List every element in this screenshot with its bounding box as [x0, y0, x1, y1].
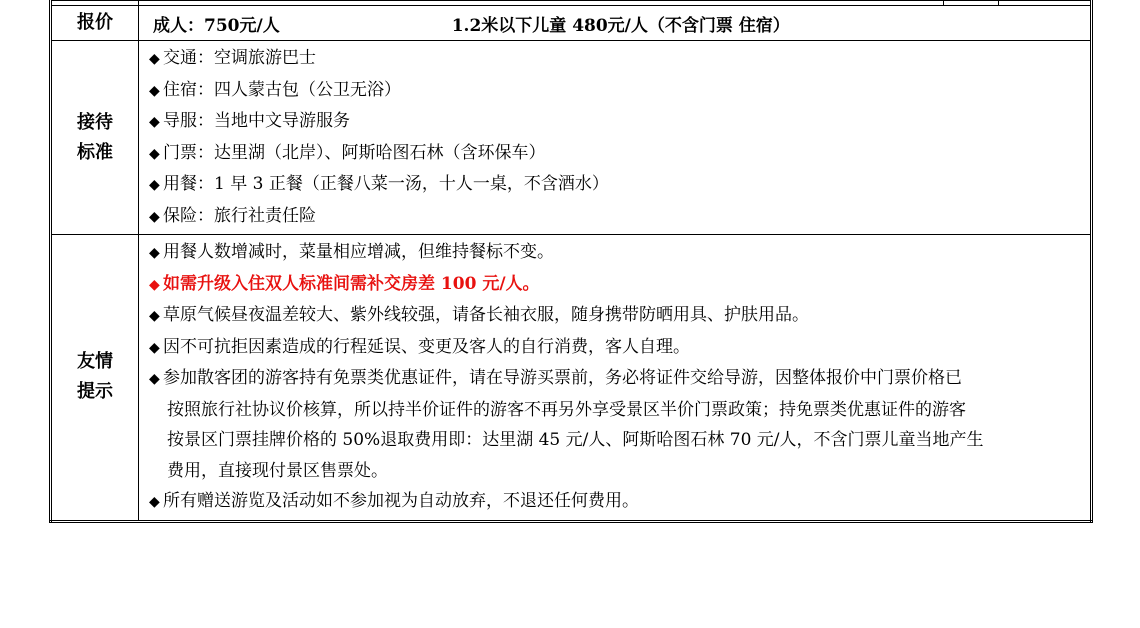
- diamond-bullet-icon: ◆: [149, 245, 160, 261]
- price-row: [51, 6, 1092, 41]
- standard-list: [139, 41, 1092, 235]
- list-item: ◆ 住宿：四人蒙古包（公卫无浴）: [149, 75, 1090, 107]
- list-item: ◆ 门票：达里湖（北岸）、阿斯哈图石林（含环保车）: [149, 138, 1090, 170]
- diamond-bullet-icon: ◆: [149, 208, 160, 225]
- price-cell: [139, 6, 1092, 41]
- itinerary-table: [49, 0, 1093, 523]
- diamond-bullet-icon: ◆: [149, 494, 160, 510]
- standard-label-line1: 接待: [77, 111, 113, 133]
- diamond-bullet-icon: ◆: [149, 276, 160, 293]
- diamond-bullet-icon: ◆: [149, 339, 160, 356]
- tips-label: [51, 235, 139, 522]
- list-item: ◆ 保险：旅行社责任险: [149, 201, 1090, 233]
- diamond-bullet-icon: ◆: [149, 308, 160, 324]
- list-item: ◆ 导服：当地中文导游服务: [149, 106, 1090, 138]
- diamond-bullet-icon: ◆: [149, 51, 160, 67]
- price-label: 报价: [51, 6, 139, 41]
- list-item: ◆ 用餐：1 早 3 正餐（正餐八菜一汤，十人一桌，不含酒水）: [149, 169, 1090, 201]
- diamond-bullet-icon: ◆: [149, 114, 160, 130]
- list-item-continuation: 按照旅行社协议价核算，所以持半价证件的游客不再另外享受景区半价门票政策；持免票类优惠证件的游客: [167, 399, 966, 420]
- standard-label-line2: 标准: [77, 141, 113, 163]
- list-item-continuation: 按景区门票挂牌价格的 50%退取费用即：达里湖 45 元/人、阿斯哈图石林 70 元/人，不含门票儿童当地产生: [167, 430, 984, 450]
- tips-label-line1: 友情: [77, 351, 113, 373]
- tips-label-line2: 提示: [77, 381, 113, 403]
- diamond-bullet-icon: ◆: [149, 145, 160, 162]
- list-item: ◆ 参加散客团的游客持有免票类优惠证件，请在导游买票前，务必将证件交给导游，因整体报价中门票价格已: [149, 363, 1090, 395]
- diamond-bullet-icon: ◆: [149, 82, 160, 99]
- diamond-bullet-icon: ◆: [149, 371, 160, 387]
- list-item: ◆ 因不可抗拒因素造成的行程延误、变更及客人的自行消费，客人自理。: [149, 332, 1090, 364]
- itinerary-document: [49, 0, 1090, 523]
- list-item-continuation: 费用，直接现付景区售票处。: [167, 460, 388, 481]
- list-item: ◆ 所有赠送游览及活动如不参加视为自动放弃，不退还任何费用。: [149, 486, 1090, 518]
- adult-price: 成人：750元/人: [153, 15, 280, 36]
- list-item: ◆ 交通：空调旅游巴士: [149, 43, 1090, 75]
- list-item: ◆ 草原气候昼夜温差较大、紫外线较强，请备长袖衣服，随身携带防晒用具、护肤用品。: [149, 300, 1090, 332]
- child-price: 1.2米以下儿童 480元/人（不含门票 住宿）: [451, 15, 790, 36]
- standard-row: [51, 41, 1092, 235]
- tips-list: [139, 235, 1092, 522]
- list-item: ◆ 用餐人数增减时，菜量相应增减，但维持餐标不变。: [149, 237, 1090, 269]
- room-upgrade-notice: ◆ 如需升级入住双人标准间需补交房差 100 元/人。: [149, 269, 1090, 301]
- diamond-bullet-icon: ◆: [149, 177, 160, 193]
- standard-label: [51, 41, 139, 235]
- tips-row: [51, 235, 1092, 522]
